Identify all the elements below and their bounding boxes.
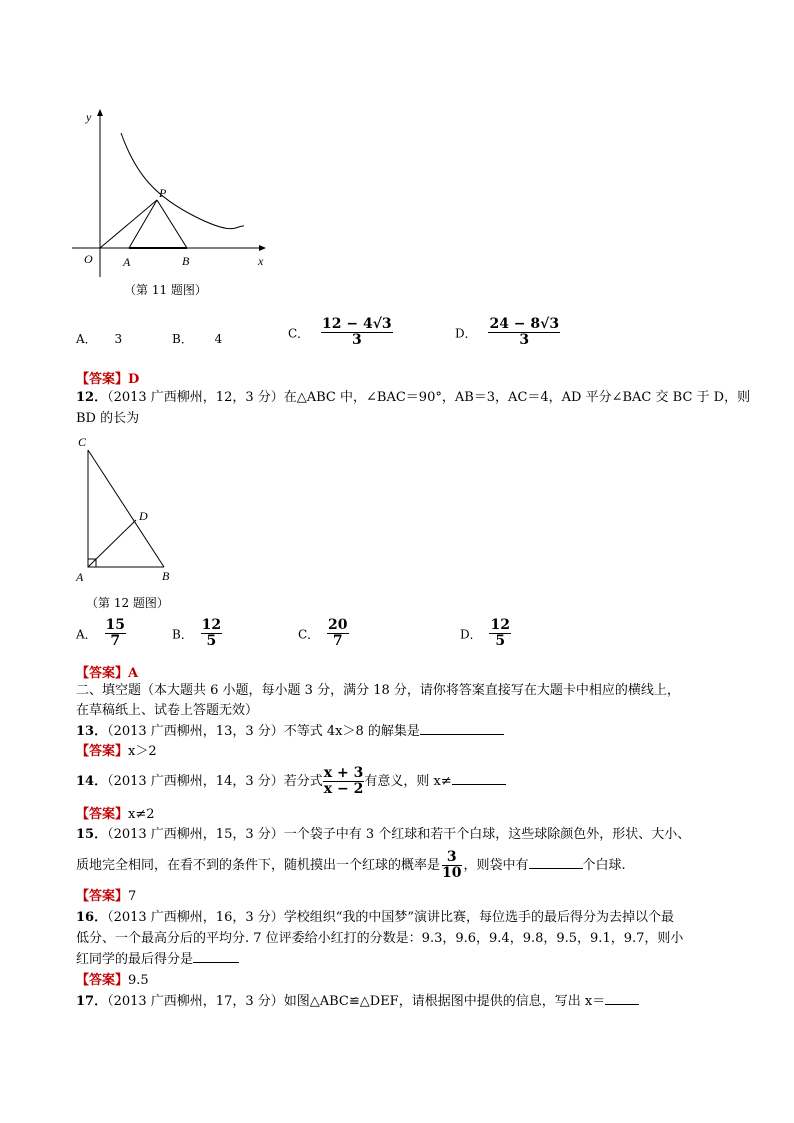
label-x: x: [258, 254, 264, 268]
label-c: C: [78, 435, 87, 449]
fraction-numerator: 20: [328, 617, 348, 633]
question-line: （2013 广西柳州，12，3 分）在△ABC 中，∠BAC＝90°，AB＝3，AC＝4，AD 平分∠BAC 交 BC 于 D，则: [107, 390, 751, 405]
question-line: 个白球.: [582, 858, 626, 873]
figure-12-triangle: [70, 432, 180, 584]
fraction-denominator: x − 2: [323, 781, 364, 797]
q12-answer: [76, 662, 138, 681]
question-line: BD 的长为: [76, 411, 140, 426]
figure-12-caption: （第 12 题图）: [86, 596, 169, 610]
q12-text-line2: [76, 408, 139, 430]
answer-tag: 【答案】: [76, 744, 129, 759]
q16-text: [76, 907, 674, 929]
answer-value: D: [128, 372, 140, 387]
question-number: 15．: [76, 827, 108, 842]
q12-option-b-fraction: [201, 618, 222, 650]
q15-answer: [76, 886, 136, 908]
question-number: 17．: [76, 994, 108, 1009]
option-value: 4: [214, 332, 223, 346]
q13-answer: [76, 741, 157, 763]
q11-option-d: [455, 317, 560, 349]
q11-option-c-fraction: [321, 317, 393, 349]
q14-text: [76, 762, 506, 802]
question-line: （2013 广西柳州，16，3 分）学校组织“我的中国梦”演讲比赛，每位选手的最后得分为去掉以个最: [107, 910, 675, 925]
answer-blank[interactable]: [605, 992, 639, 1005]
q14-answer: [76, 804, 155, 826]
y-axis-arrow: [97, 109, 103, 116]
question-line: （2013 广西柳州，14，3 分）若分式: [107, 774, 323, 789]
question-number: 13．: [76, 724, 108, 739]
fraction-denominator: 3: [519, 332, 530, 349]
segment-pb: [157, 200, 187, 248]
question-line: 有意义，则 x≠: [364, 774, 452, 789]
q17-text: [76, 991, 639, 1013]
label-o: O: [84, 252, 93, 266]
label-p: P: [159, 186, 167, 200]
question-line: 质地完全相同，在看不到的条件下，随机摸出一个红球的概率是: [76, 858, 441, 873]
q16-text-line2: [76, 928, 683, 950]
q13-text: [76, 721, 504, 743]
q11-option-d-fraction: [488, 317, 560, 349]
answer-blank[interactable]: [193, 950, 239, 963]
question-number: 16．: [76, 910, 108, 925]
answer-value: x≠2: [128, 807, 155, 822]
x-axis-arrow: [259, 245, 266, 251]
question-number: 12．: [76, 390, 108, 405]
fraction-numerator: 24 − 8√3: [489, 316, 560, 332]
option-letter: D．: [460, 627, 482, 642]
section-2-heading: [76, 680, 680, 702]
q12-option-b: [172, 618, 222, 650]
q15-text-line2: [76, 844, 626, 888]
fraction-numerator: 12 − 4√3: [322, 316, 392, 332]
segment-ad: [88, 520, 136, 567]
figure-11-caption: （第 11 题图）: [124, 283, 207, 297]
fraction-denominator: 5: [495, 633, 506, 650]
option-letter: C．: [288, 326, 310, 341]
q14-fraction: [323, 766, 365, 798]
section-line: 在草稿纸上、试卷上答题无效）: [76, 703, 259, 718]
answer-value: A: [128, 666, 139, 681]
question-line: ，则袋中有: [463, 858, 529, 873]
q15-text: [76, 824, 690, 846]
q12-option-a-fraction: [105, 618, 126, 650]
section-2-heading-line2: [76, 700, 258, 722]
figure-11-graph: [66, 105, 276, 280]
label-b: B: [182, 254, 190, 268]
label-a: A: [76, 570, 84, 584]
fraction-denominator: 5: [206, 633, 217, 650]
option-letter: B．: [172, 627, 193, 642]
label-b: B: [162, 569, 170, 583]
fraction-denominator: 7: [332, 633, 343, 650]
option-letter: A．: [76, 627, 97, 642]
q12-option-c-fraction: [327, 618, 348, 650]
answer-tag: 【答案】: [76, 889, 129, 904]
q16-answer: [76, 970, 149, 992]
q15-fraction: [442, 850, 461, 882]
option-letter: B．: [172, 332, 193, 346]
q12-text: [76, 387, 750, 409]
option-letter: C．: [298, 627, 320, 642]
label-a: A: [123, 255, 131, 269]
q12-option-d: [460, 618, 511, 650]
question-line: （2013 广西柳州，17，3 分）如图△ABC≌△DEF，请根据图中提供的信息，写出 x＝: [107, 994, 606, 1009]
question-number: 14．: [76, 774, 108, 789]
answer-tag: 【答案】: [76, 372, 129, 387]
fraction-numerator: 15: [105, 617, 125, 633]
q12-option-d-fraction: [489, 618, 510, 650]
q12-option-c: [298, 618, 349, 650]
fraction-numerator: 3: [442, 850, 461, 866]
answer-value: x＞2: [128, 744, 157, 759]
label-d: D: [139, 509, 148, 523]
fraction-numerator: 12: [201, 617, 222, 633]
answer-blank[interactable]: [529, 856, 583, 869]
answer-value: 7: [128, 889, 137, 904]
option-letter: A．: [76, 332, 97, 346]
segment-pa: [129, 200, 157, 248]
fraction-denominator: 10: [442, 865, 462, 881]
question-line: （2013 广西柳州，15，3 分）一个袋子中有 3 个红球和若干个白球，这些球除颜色外，形状、大小、: [107, 827, 691, 842]
answer-tag: 【答案】: [76, 807, 129, 822]
segment-op: [100, 200, 157, 248]
option-letter: D．: [455, 326, 477, 341]
question-line: 低分、一个最高分后的平均分. 7 位评委给小红打的分数是：9.3，9.6，9.4，9.8，9.5，9.1，9.7，则小: [76, 931, 684, 946]
q11-answer: [76, 368, 139, 387]
q11-option-b: [172, 330, 222, 347]
segment-cb: [88, 450, 164, 567]
section-line: 二、填空题（本大题共 6 小题，每小题 3 分，满分 18 分，请你将答案直接写在大题卡中相应的横线上，: [76, 683, 680, 698]
question-line: （2013 广西柳州，13，3 分）不等式 4x＞8 的解集是: [107, 724, 420, 739]
q11-option-a: [76, 330, 122, 347]
answer-blank[interactable]: [420, 722, 504, 735]
fraction-denominator: 3: [351, 332, 362, 349]
q11-option-c: [288, 317, 393, 349]
label-y: y: [86, 110, 92, 124]
q12-option-a: [76, 618, 126, 650]
fraction-denominator: 7: [110, 633, 121, 650]
answer-tag: 【答案】: [76, 973, 129, 988]
option-value: 3: [114, 332, 123, 346]
answer-tag: 【答案】: [76, 666, 129, 681]
answer-value: 9.5: [128, 973, 149, 988]
question-line: 红同学的最后得分是: [76, 952, 194, 967]
fraction-numerator: x + 3: [323, 764, 364, 781]
fraction-numerator: 12: [490, 617, 510, 633]
q16-text-line3: [76, 949, 239, 971]
answer-blank[interactable]: [452, 772, 506, 785]
